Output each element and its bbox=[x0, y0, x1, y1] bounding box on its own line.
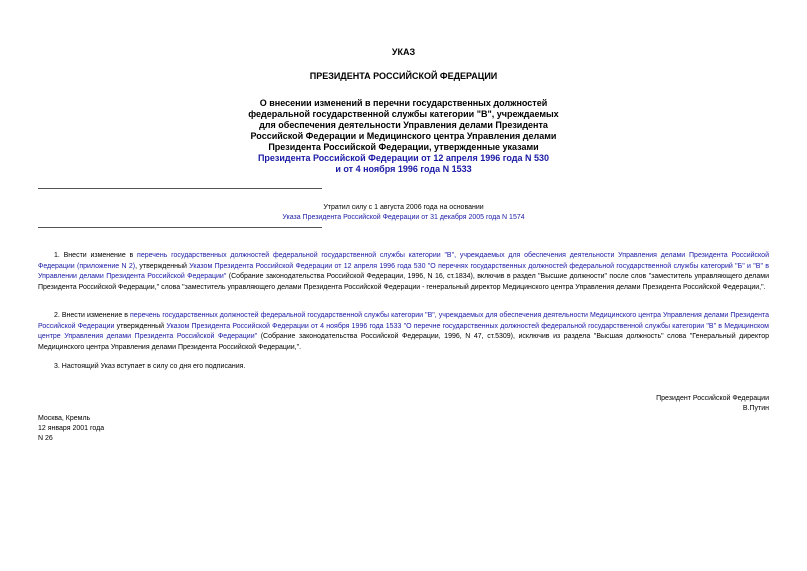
paragraph-text: 1. Внести изменение в bbox=[54, 252, 138, 259]
signature-name: В.Путин bbox=[742, 405, 769, 412]
paragraph-1 bbox=[38, 251, 769, 293]
place-city: Москва, Кремль bbox=[38, 415, 91, 422]
status-link[interactable]: Указа Президента Российской Федерации от 31 декабря 2005 года N 1574 bbox=[282, 214, 525, 221]
signature-block bbox=[569, 394, 769, 414]
paragraph-3: 3. Настоящий Указ вступает в силу со дня его подписания. bbox=[54, 363, 246, 370]
heading-link-line[interactable]: и от 4 ноября 1996 года N 1533 bbox=[335, 164, 472, 174]
heading-link-line[interactable]: Президента Российской Федерации от 12 апреля 1996 года N 530 bbox=[257, 153, 550, 163]
paragraph-link[interactable]: перечень государственных должностей федеральной государственной службы категории "В", учреждаемых для обеспечения деятельности Медицинского центра Управления делами Президента Российской Федерации bbox=[38, 312, 769, 330]
document-type: УКАЗ bbox=[391, 47, 416, 57]
place-date-block bbox=[38, 414, 104, 444]
document-date: 12 января 2001 года bbox=[38, 425, 105, 432]
paragraph-2 bbox=[38, 311, 769, 353]
document-issuer: ПРЕЗИДЕНТА РОССИЙСКОЙ ФЕДЕРАЦИИ bbox=[309, 71, 498, 81]
paragraph-text: утвержденный bbox=[114, 322, 167, 330]
signature-title: Президент Российской Федерации bbox=[656, 395, 769, 402]
paragraph-text: (Собрание законодательства Российской Федерации, 1996, N 16, ст.1834), включив в раздел "Высшие должности" после слов "заместитель управляющего делами Президента Российской Федерации," слова "заместитель управляющего делами Президента Российской Федерации - генеральный директор Медицинского центра Управления делами Президента Российской Федерации,". bbox=[38, 273, 770, 291]
heading-line: Российской Федерации и Медицинского центра Управления делами bbox=[250, 131, 557, 141]
heading-line: федеральной государственной службы категории "В", учреждаемых bbox=[248, 109, 559, 119]
paragraph-text: (Собрание законодательства Российской Федерации, 1996, N 47, ст.5309), исключив из раздела "Высшая должность" слова "Генеральный директор Медицинского центра Управления делами Президента Российской Федерации,". bbox=[38, 333, 770, 351]
document-heading bbox=[0, 98, 807, 175]
paragraph-link[interactable]: Указом Президента Российской Федерации от 12 апреля 1996 года 530 "О перечнях государственных должностей федеральной государственной службы категорий "Б" и "В" в Управлении делами Президента Российской Федерации" bbox=[38, 262, 769, 280]
status-text: Утратил силу с 1 августа 2006 года на основании bbox=[323, 204, 484, 211]
divider-top bbox=[38, 188, 322, 189]
paragraph-text: , утвержденный bbox=[135, 262, 190, 270]
heading-line: О внесении изменений в перечни государственных должностей bbox=[259, 98, 548, 108]
status-note bbox=[0, 203, 807, 223]
paragraph-link[interactable]: Указом Президента Российской Федерации от 4 ноября 1996 года 1533 "О перечне государственных должностей федеральной государственной службы категории "В" в Медицинском центре Управления делами Президента Российской Федерации" bbox=[38, 322, 769, 340]
paragraph-text: 2. Внести изменение в bbox=[54, 312, 131, 319]
heading-line: для обеспечения деятельности Управления делами Президента bbox=[259, 120, 548, 130]
document-number: N 26 bbox=[38, 435, 53, 442]
paragraph-link[interactable]: перечень государственных должностей федеральной государственной службы категории "В", учреждаемых для обеспечения деятельности Управления делами Президента Российской Федерации (приложение N 2) bbox=[38, 252, 769, 270]
divider-bottom bbox=[38, 227, 322, 228]
heading-line: Президента Российской Федерации, утвержденные указами bbox=[268, 142, 539, 152]
